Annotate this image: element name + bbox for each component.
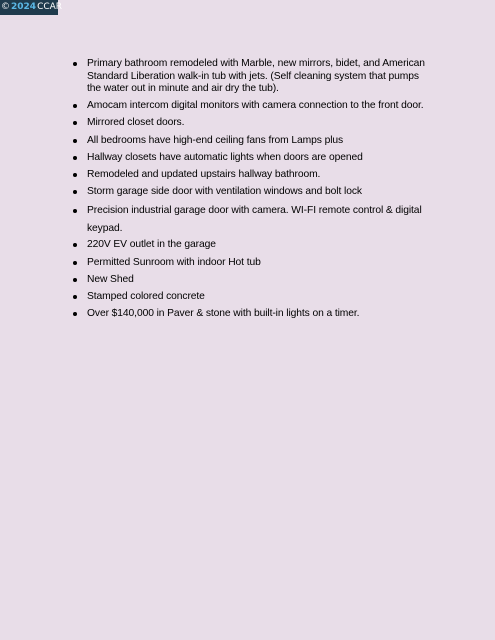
list-item: Primary bathroom remodeled with Marble, new mirrors, bidet, and American Standard Liberation walk-in tub with jets. (Self cleaning system that pumps the water out in minute and air dry the tub). — [72, 58, 432, 96]
list-item: Hallway closets have automatic lights when doors are opened — [72, 152, 432, 165]
list-item: Precision industrial garage door with camera. WI-FI remote control & digital keypad. — [72, 202, 432, 237]
copyright-year: 2024 — [11, 2, 37, 12]
list-item: Stamped colored concrete — [72, 291, 432, 304]
list-item: Permitted Sunroom with indoor Hot tub — [72, 257, 432, 270]
list-item: 220V EV outlet in the garage — [72, 239, 432, 252]
list-item: New Shed — [72, 274, 432, 287]
list-item: Remodeled and updated upstairs hallway bathroom. — [72, 169, 432, 182]
copyright-watermark — [0, 0, 63, 15]
list-item: All bedrooms have high-end ceiling fans from Lamps plus — [72, 135, 432, 148]
list-item: Over $140,000 in Paver & stone with built-in lights on a timer. — [72, 308, 432, 321]
copyright-symbol: © — [1, 2, 10, 12]
feature-list — [72, 58, 432, 325]
list-item: Storm garage side door with ventilation windows and bolt lock — [72, 186, 432, 199]
list-item: Mirrored closet doors. — [72, 117, 432, 130]
copyright-org: CCAR — [37, 2, 63, 12]
list-item: Amocam intercom digital monitors with camera connection to the front door. — [72, 100, 432, 113]
